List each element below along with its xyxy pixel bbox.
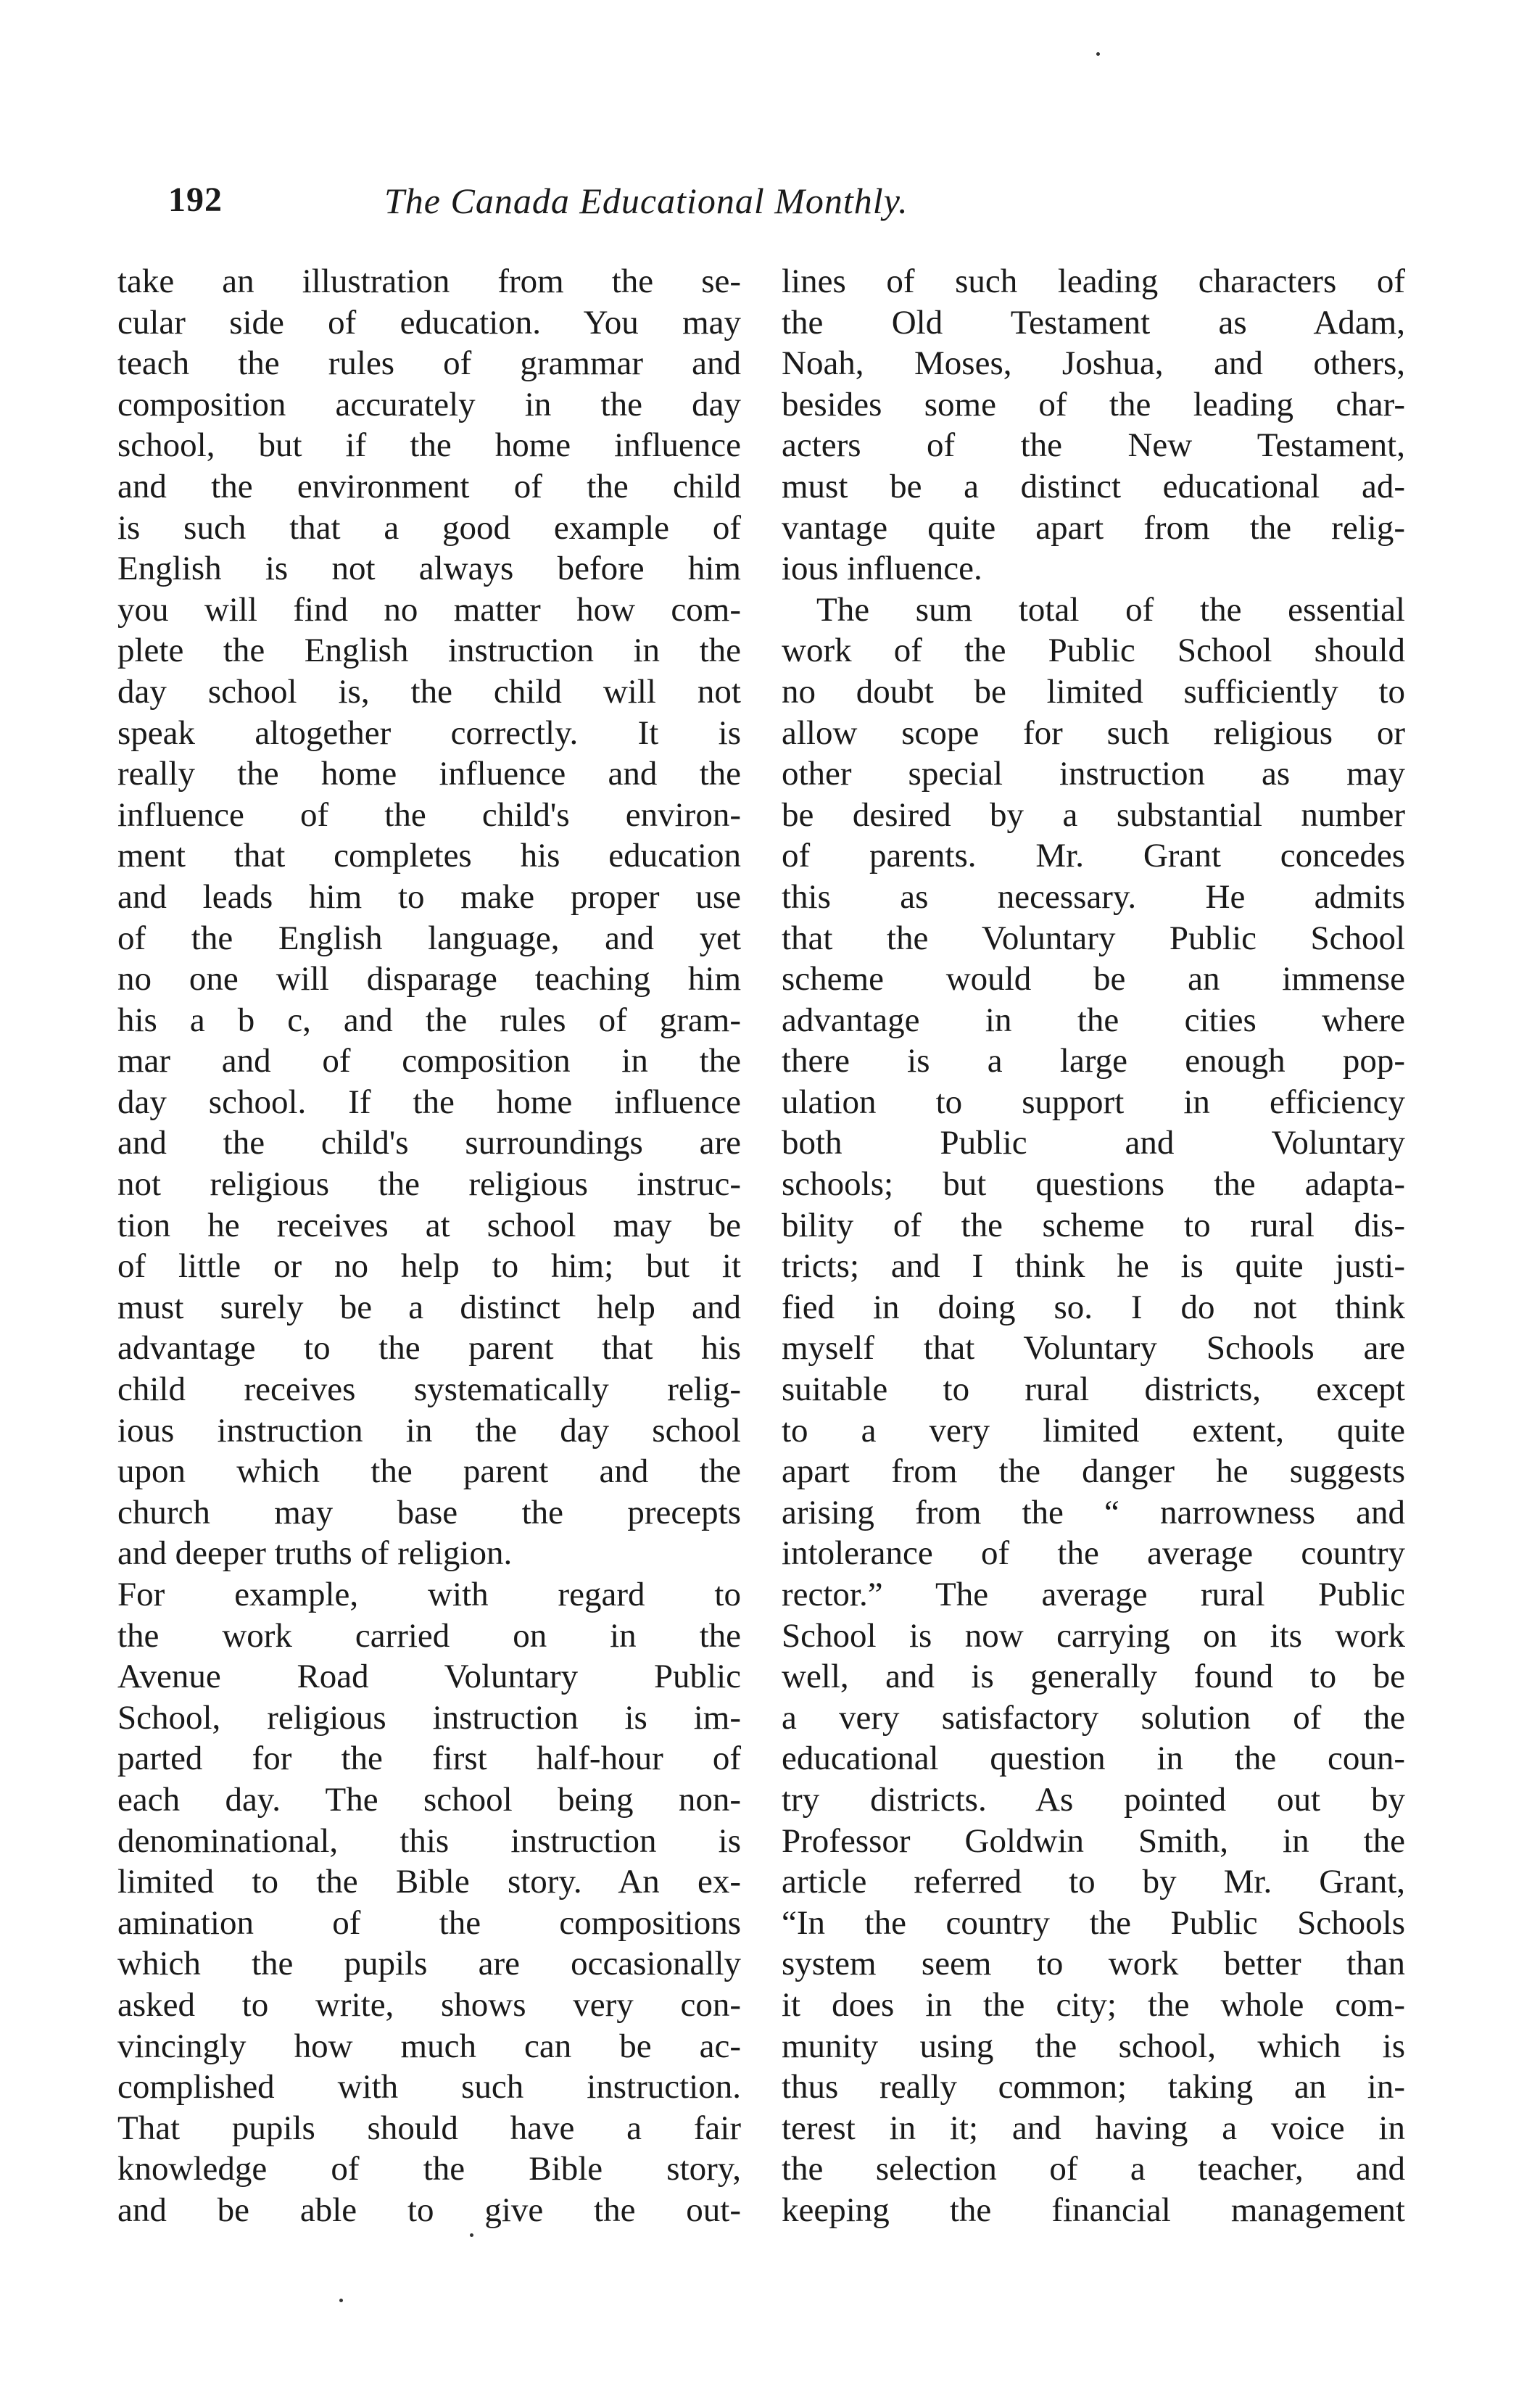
text-line: the work carried on in the bbox=[117, 1616, 741, 1655]
running-title: The Canada Educational Monthly. bbox=[384, 181, 908, 221]
text-line: keeping the financial management bbox=[782, 2191, 1405, 2229]
text-line: That pupils should have a fair bbox=[117, 2109, 741, 2147]
text-line: a very satisfactory solution of the bbox=[782, 1698, 1405, 1737]
text-line: thus really common; taking an in- bbox=[782, 2068, 1405, 2106]
text-line: ment that completes his education bbox=[117, 837, 741, 875]
text-line: speak altogether correctly. It is bbox=[117, 714, 741, 752]
text-line: plete the English instruction in the bbox=[117, 632, 741, 670]
text-line: advantage in the cities where bbox=[782, 1001, 1405, 1039]
page-number: 192 bbox=[168, 181, 223, 219]
text-line: complished with such instruction. bbox=[117, 2068, 741, 2106]
text-line: tricts; and I think he is quite justi- bbox=[782, 1247, 1405, 1286]
text-line: allow scope for such religious or bbox=[782, 714, 1405, 752]
text-line: influence of the child's environ- bbox=[117, 795, 741, 834]
text-line: ious instruction in the day school bbox=[117, 1411, 741, 1450]
text-line: School is now carrying on its work bbox=[782, 1616, 1405, 1655]
text-line: church may base the precepts bbox=[117, 1493, 741, 1531]
text-line: article referred to by Mr. Grant, bbox=[782, 1863, 1405, 1901]
left-column bbox=[117, 261, 741, 2231]
text-line: the Old Testament as Adam, bbox=[782, 303, 1405, 342]
text-line: suitable to rural districts, except bbox=[782, 1370, 1405, 1409]
text-line: try districts. As pointed out by bbox=[782, 1780, 1405, 1819]
text-line: must surely be a distinct help and bbox=[117, 1288, 741, 1326]
text-line: no one will disparage teaching him bbox=[117, 960, 741, 998]
text-line: take an illustration from the se- bbox=[117, 262, 741, 300]
text-line: lines of such leading characters of bbox=[782, 262, 1405, 300]
text-line: both Public and Voluntary bbox=[782, 1124, 1405, 1162]
text-line: rector.” The average rural Public bbox=[782, 1576, 1405, 1613]
scan-speck bbox=[1096, 52, 1100, 56]
text-line: denominational, this instruction is bbox=[117, 1821, 741, 1860]
text-line: be desired by a substantial number bbox=[782, 795, 1405, 834]
text-line: school, but if the home influence bbox=[117, 426, 741, 465]
text-line: arising from the “ narrowness and bbox=[782, 1493, 1405, 1531]
text-line: mar and of composition in the bbox=[117, 1042, 741, 1080]
text-line: Avenue Road Voluntary Public bbox=[117, 1658, 741, 1696]
text-line: English is not always before him bbox=[117, 550, 741, 588]
text-line: Noah, Moses, Joshua, and others, bbox=[782, 344, 1405, 383]
text-line: his a b c, and the rules of gram- bbox=[117, 1001, 741, 1039]
text-line: of the English language, and yet bbox=[117, 919, 741, 957]
text-line: day school is, the child will not bbox=[117, 672, 741, 711]
text-line: the selection of a teacher, and bbox=[782, 2150, 1405, 2188]
text-line: child receives systematically relig- bbox=[117, 1370, 741, 1409]
text-line: cular side of education. You may bbox=[117, 303, 741, 342]
text-line: system seem to work better than bbox=[782, 1945, 1405, 1983]
text-line: “In the country the Public Schools bbox=[782, 1903, 1405, 1942]
text-line: there is a large enough pop- bbox=[782, 1042, 1405, 1080]
text-line: composition accurately in the day bbox=[117, 385, 741, 423]
scan-speck bbox=[470, 2233, 473, 2237]
text-line: tion he receives at school may be bbox=[117, 1206, 741, 1244]
text-line: that the Voluntary Public School bbox=[782, 919, 1405, 957]
text-line: and leads him to make proper use bbox=[117, 877, 741, 916]
text-line: you will find no matter how com- bbox=[117, 590, 741, 629]
text-line: ulation to support in efficiency bbox=[782, 1083, 1405, 1121]
page-header bbox=[0, 180, 1540, 231]
text-line: really the home influence and the bbox=[117, 755, 741, 793]
text-line: bility of the scheme to rural dis- bbox=[782, 1206, 1405, 1244]
text-line: and be able to give the out- bbox=[117, 2191, 741, 2229]
text-line: For example, with regard to bbox=[117, 1576, 741, 1613]
text-line: and deeper truths of religion. bbox=[117, 1534, 513, 1573]
text-line: of little or no help to him; but it bbox=[117, 1247, 741, 1286]
text-line: munity using the school, which is bbox=[782, 2027, 1405, 2065]
text-line: scheme would be an immense bbox=[782, 960, 1405, 998]
text-line: this as necessary. He admits bbox=[782, 877, 1405, 916]
text-line: well, and is generally found to be bbox=[782, 1658, 1405, 1696]
text-line: upon which the parent and the bbox=[117, 1452, 741, 1491]
text-line: terest in it; and having a voice in bbox=[782, 2109, 1405, 2147]
text-line: to a very limited extent, quite bbox=[782, 1411, 1405, 1450]
text-line: advantage to the parent that his bbox=[117, 1329, 741, 1368]
text-line: not religious the religious instruc- bbox=[117, 1165, 741, 1204]
text-line: besides some of the leading char- bbox=[782, 385, 1405, 423]
text-line: ious influence. bbox=[782, 550, 982, 588]
text-line: intolerance of the average country bbox=[782, 1534, 1405, 1573]
text-line: acters of the New Testament, bbox=[782, 426, 1405, 465]
scan-speck bbox=[339, 2299, 343, 2302]
text-line: and the child's surroundings are bbox=[117, 1124, 741, 1162]
text-line: schools; but questions the adapta- bbox=[782, 1165, 1405, 1204]
text-line: which the pupils are occasionally bbox=[117, 1945, 741, 1983]
text-line: asked to write, shows very con- bbox=[117, 1985, 741, 2024]
text-line: teach the rules of grammar and bbox=[117, 344, 741, 383]
text-line: fied in doing so. I do not think bbox=[782, 1288, 1405, 1326]
text-line: vantage quite apart from the relig- bbox=[782, 508, 1405, 547]
text-line: Professor Goldwin Smith, in the bbox=[782, 1821, 1405, 1860]
text-line: no doubt be limited sufficiently to bbox=[782, 672, 1405, 711]
text-line: limited to the Bible story. An ex- bbox=[117, 1863, 741, 1901]
text-line: it does in the city; the whole com- bbox=[782, 1985, 1405, 2024]
text-line: of parents. Mr. Grant concedes bbox=[782, 837, 1405, 875]
text-line: educational question in the coun- bbox=[782, 1740, 1405, 1778]
text-line: and the environment of the child bbox=[117, 467, 741, 505]
text-line: each day. The school being non- bbox=[117, 1780, 741, 1819]
text-line: knowledge of the Bible story, bbox=[117, 2150, 741, 2188]
text-line: work of the Public School should bbox=[782, 632, 1405, 670]
text-line: vincingly how much can be ac- bbox=[117, 2027, 741, 2065]
text-line: School, religious instruction is im- bbox=[117, 1698, 741, 1737]
text-line: myself that Voluntary Schools are bbox=[782, 1329, 1405, 1368]
text-line: day school. If the home influence bbox=[117, 1083, 741, 1121]
text-line: parted for the first half-hour of bbox=[117, 1740, 741, 1778]
text-line: The sum total of the essential bbox=[816, 590, 1405, 629]
right-column bbox=[782, 261, 1405, 2231]
text-line: is such that a good example of bbox=[117, 508, 741, 547]
text-line: apart from the danger he suggests bbox=[782, 1452, 1405, 1491]
text-line: must be a distinct educational ad- bbox=[782, 467, 1405, 505]
text-line: amination of the compositions bbox=[117, 1903, 741, 1942]
text-line: other special instruction as may bbox=[782, 755, 1405, 793]
